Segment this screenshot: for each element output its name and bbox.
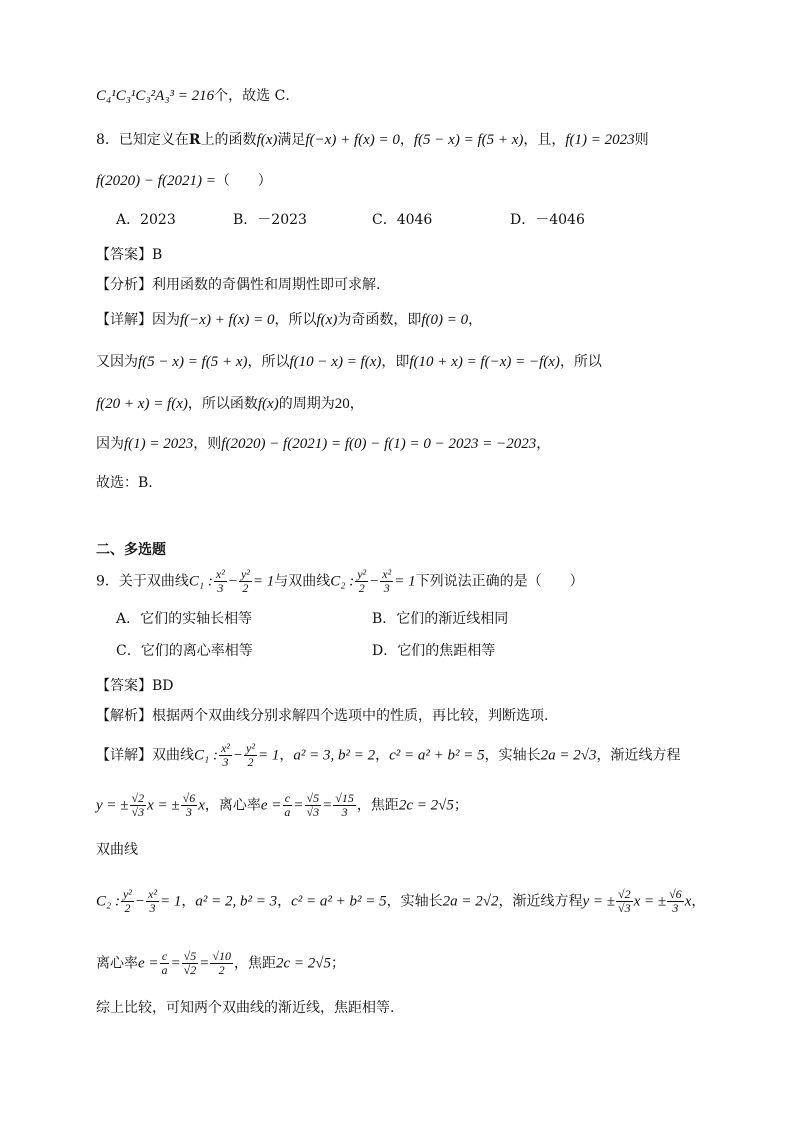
- math: 2a = 2√3: [540, 747, 597, 764]
- question-9-line: [96, 568, 584, 595]
- math: = 1: [394, 573, 416, 590]
- text: ，且，: [523, 132, 566, 148]
- detail-line-1: [96, 310, 482, 330]
- numerator: y²: [246, 741, 255, 755]
- math: =: [170, 955, 181, 972]
- fraction: [239, 568, 252, 595]
- detail-line-2: [96, 352, 602, 372]
- math: f(x): [256, 132, 278, 148]
- detail-line-3: [96, 394, 364, 414]
- fraction: [181, 792, 198, 819]
- denominator: √2: [183, 963, 197, 977]
- text: ，所以函数: [187, 396, 258, 412]
- denominator: 3: [383, 581, 390, 595]
- fraction: [282, 792, 292, 819]
- math: e =: [138, 955, 159, 972]
- numerator: √10: [212, 949, 231, 963]
- text: ，: [399, 132, 414, 148]
- text: 为奇函数，即: [337, 312, 422, 328]
- denominator: 3: [222, 755, 229, 769]
- denominator: 2: [218, 963, 225, 977]
- numerator: x²: [148, 887, 157, 901]
- line-conclusion-7: [96, 86, 299, 106]
- denominator: 3: [185, 805, 192, 819]
- fraction: [160, 950, 170, 977]
- fraction: [182, 950, 199, 977]
- math: f(20 + x) = f(x): [96, 396, 188, 412]
- denominator: 3: [341, 805, 348, 819]
- text: ，所以: [559, 354, 602, 370]
- text: ，: [349, 396, 364, 412]
- fraction: [214, 568, 227, 595]
- math: c² = a² + b² = 5: [389, 747, 485, 764]
- fraction: [333, 792, 356, 819]
- math: f(10 + x) = f(−x) = −f(x): [409, 354, 560, 370]
- numerator: c: [284, 791, 291, 805]
- text: 又因为: [96, 354, 138, 370]
- denominator: 3: [149, 901, 156, 915]
- text: ，焦距: [233, 955, 276, 972]
- math: 20: [334, 396, 350, 412]
- numerator: x²: [220, 741, 230, 755]
- analysis-tag: 【分析】: [96, 277, 152, 293]
- detail2-line-3: 双曲线: [96, 842, 138, 858]
- fraction: [121, 888, 134, 915]
- denominator: √3: [617, 901, 631, 915]
- numerator: x²: [215, 567, 225, 581]
- math: x: [198, 797, 205, 814]
- text: ，渐近线方程: [498, 893, 583, 910]
- detail2-line-6: 综上比较，可知两个双曲线的渐近线，焦距相等.: [96, 1000, 395, 1016]
- math: f(10 − x) = f(x): [289, 354, 382, 370]
- fraction: [130, 792, 147, 819]
- numerator: √6: [669, 887, 682, 901]
- numerator: √6: [182, 791, 196, 805]
- numerator: √2: [617, 887, 631, 901]
- math: x: [684, 893, 692, 910]
- math: a² = 2, b² = 3: [195, 893, 278, 910]
- answer-line: [96, 245, 162, 265]
- detail2-line-4: C₂ : $\frac{\text{y²}}{2}$ − $\frac{\text{x²}}{3}$ = 1，a² = 2, b² = 3，c² = a² + b² = 5，实轴长2a = 2√2，渐近线方程y = ± $\frac{√2}{√3}$ x = ± $\frac{√6}{3}$ x，: [96, 887, 706, 915]
- fraction: [210, 950, 233, 977]
- text: ，所以: [274, 312, 317, 328]
- text: 则: [634, 132, 649, 148]
- detail-tag: 【详解】: [96, 747, 152, 764]
- q9-option-d: D．它们的焦距相等: [372, 643, 496, 659]
- math: 2a = 2√2: [442, 893, 499, 910]
- numerator: √15: [335, 791, 354, 805]
- denominator: a: [161, 963, 168, 977]
- math: f(x): [316, 312, 338, 328]
- math: f(0) = 0: [421, 312, 469, 328]
- fraction: [380, 568, 393, 595]
- math: e =: [260, 797, 282, 814]
- answer-value: B: [152, 247, 163, 263]
- denominator: 2: [124, 901, 131, 915]
- math: = 1: [252, 573, 275, 590]
- math: c² = a² + b² = 5: [291, 893, 387, 910]
- text: ；: [453, 797, 468, 814]
- detail2-line-2: [96, 792, 468, 819]
- math: a² = 3, b² = 2: [293, 747, 376, 764]
- text: 下列说法正确的是（ ）: [415, 573, 584, 590]
- text: ，实轴长: [386, 893, 443, 910]
- denominator: 2: [242, 581, 249, 595]
- math: 2c = 2√5: [275, 955, 331, 972]
- detail2-line-5: [96, 950, 345, 977]
- q9-option-b: B．它们的渐近线相同: [372, 611, 509, 627]
- q8-option-d: D．－4046: [510, 212, 585, 228]
- detail2-line-1: 【详解】双曲线C₁ : $\frac{\text{x²}}{3}$ − $\frac{\text{y²}}{2}$ = 1，a² = 3, b² = 2，c² = a² + b² = 5，实轴长2a = 2√3，渐近线方程: [96, 741, 681, 769]
- math: x = ±: [147, 797, 180, 814]
- math: −: [232, 747, 244, 764]
- math: C₂ :: [96, 893, 120, 910]
- numerator: c: [161, 949, 168, 963]
- fraction: [667, 888, 684, 915]
- fraction: [355, 568, 368, 595]
- combination-formula: C₄¹C₃¹C₃²A₃³ = 216: [96, 88, 215, 104]
- q8-option-c: C．4046: [372, 212, 433, 228]
- denominator: √3: [306, 805, 320, 819]
- jiexi-tag: 【解析】: [96, 708, 152, 724]
- text: 个，故选 C．: [214, 88, 300, 104]
- answer-tag: 【答案】: [96, 247, 152, 263]
- text: ，: [536, 436, 551, 452]
- math: −: [227, 573, 238, 590]
- math: y = ±: [96, 797, 129, 814]
- detail-line-5: 故选：B.: [96, 475, 153, 491]
- jiexi-line: [96, 706, 548, 726]
- math: = 1: [159, 893, 182, 910]
- text: ，焦距: [356, 797, 399, 814]
- numerator: √5: [306, 791, 320, 805]
- detail-tag: 【详解】: [96, 312, 152, 328]
- text: ，即: [381, 354, 410, 370]
- text: ，: [691, 893, 706, 910]
- numerator: √2: [131, 791, 145, 805]
- q9-option-c: C．它们的离心率相等: [116, 643, 253, 659]
- math: f(2020) − f(2021) = f(0) − f(1) = 0 − 2023 = −2023: [221, 436, 537, 452]
- question-number: 8．已知定义在: [96, 132, 189, 148]
- numerator: √5: [183, 949, 197, 963]
- q9-option-a: A．它们的实轴长相等: [116, 611, 253, 627]
- answer-tag: 【答案】: [96, 678, 152, 694]
- detail-line-4: [96, 434, 550, 454]
- q8-option-a: A．2023: [116, 212, 176, 228]
- math: −: [134, 893, 146, 910]
- denominator: 2: [247, 755, 254, 769]
- denominator: 2: [358, 581, 365, 595]
- text: 双曲线: [152, 747, 194, 764]
- numerator: y²: [122, 887, 132, 901]
- math: C₁ :: [194, 747, 218, 764]
- text: 的周期为: [278, 396, 335, 412]
- math: =: [322, 797, 333, 814]
- text: 因为: [152, 312, 180, 328]
- math: y = ±: [582, 893, 615, 910]
- math: = 1: [257, 747, 280, 764]
- text: ，所以: [247, 354, 290, 370]
- text: ，则: [193, 436, 222, 452]
- fraction: [244, 742, 257, 769]
- numerator: x²: [382, 567, 392, 581]
- section-heading: 二、多选题: [96, 542, 166, 558]
- denominator: 3: [672, 901, 679, 915]
- math: x = ±: [633, 893, 667, 910]
- math: C₂ :: [330, 573, 355, 590]
- denominator: 3: [217, 581, 224, 595]
- math: =: [293, 797, 304, 814]
- numerator: y²: [240, 567, 250, 581]
- denominator: √3: [131, 805, 145, 819]
- math: f(1) = 2023: [124, 436, 194, 452]
- question-8-line-2: [96, 171, 272, 191]
- math: f(1) = 2023: [565, 132, 635, 148]
- numerator: y²: [357, 567, 367, 581]
- analysis-line: [96, 275, 380, 295]
- math: C₁ :: [188, 573, 213, 590]
- answer-value: BD: [152, 678, 174, 694]
- math: 2c = 2√5: [398, 797, 454, 814]
- answer-line-2: [96, 676, 174, 696]
- analysis-text: 利用函数的奇偶性和周期性即可求解.: [152, 277, 381, 293]
- text: 满足: [277, 132, 306, 148]
- math: f(−x) + f(x) = 0: [180, 312, 275, 328]
- denominator: a: [284, 805, 291, 819]
- math: −: [369, 573, 380, 590]
- text: 因为: [96, 436, 124, 452]
- text: ，离心率: [204, 797, 261, 814]
- question-8-line-1: [96, 130, 649, 150]
- fraction: [146, 888, 159, 915]
- fraction: [616, 888, 633, 915]
- fraction: [219, 742, 232, 769]
- set-R: R: [188, 132, 201, 148]
- text: ；: [330, 955, 345, 972]
- answer-paren: （ ）: [215, 173, 272, 189]
- math: f(−x) + f(x) = 0: [305, 132, 400, 148]
- text: 离心率: [96, 955, 138, 972]
- text: ，: [468, 312, 483, 328]
- math: =: [199, 955, 210, 972]
- q8-option-b: B．－2023: [233, 212, 307, 228]
- text: 上的函数: [200, 132, 257, 148]
- math: f(5 − x) = f(5 + x): [138, 354, 248, 370]
- fraction: [305, 792, 322, 819]
- text: ，渐近线方程: [596, 747, 681, 764]
- math: f(x): [257, 396, 279, 412]
- text: ，实轴长: [484, 747, 541, 764]
- question-number: 9．关于双曲线: [96, 573, 189, 590]
- math: f(2020) − f(2021) =: [96, 173, 216, 189]
- math: f(5 − x) = f(5 + x): [413, 132, 524, 148]
- text: 与双曲线: [274, 573, 331, 590]
- jiexi-text: 根据两个双曲线分别求解四个选项中的性质，再比较，判断选项.: [152, 708, 549, 724]
